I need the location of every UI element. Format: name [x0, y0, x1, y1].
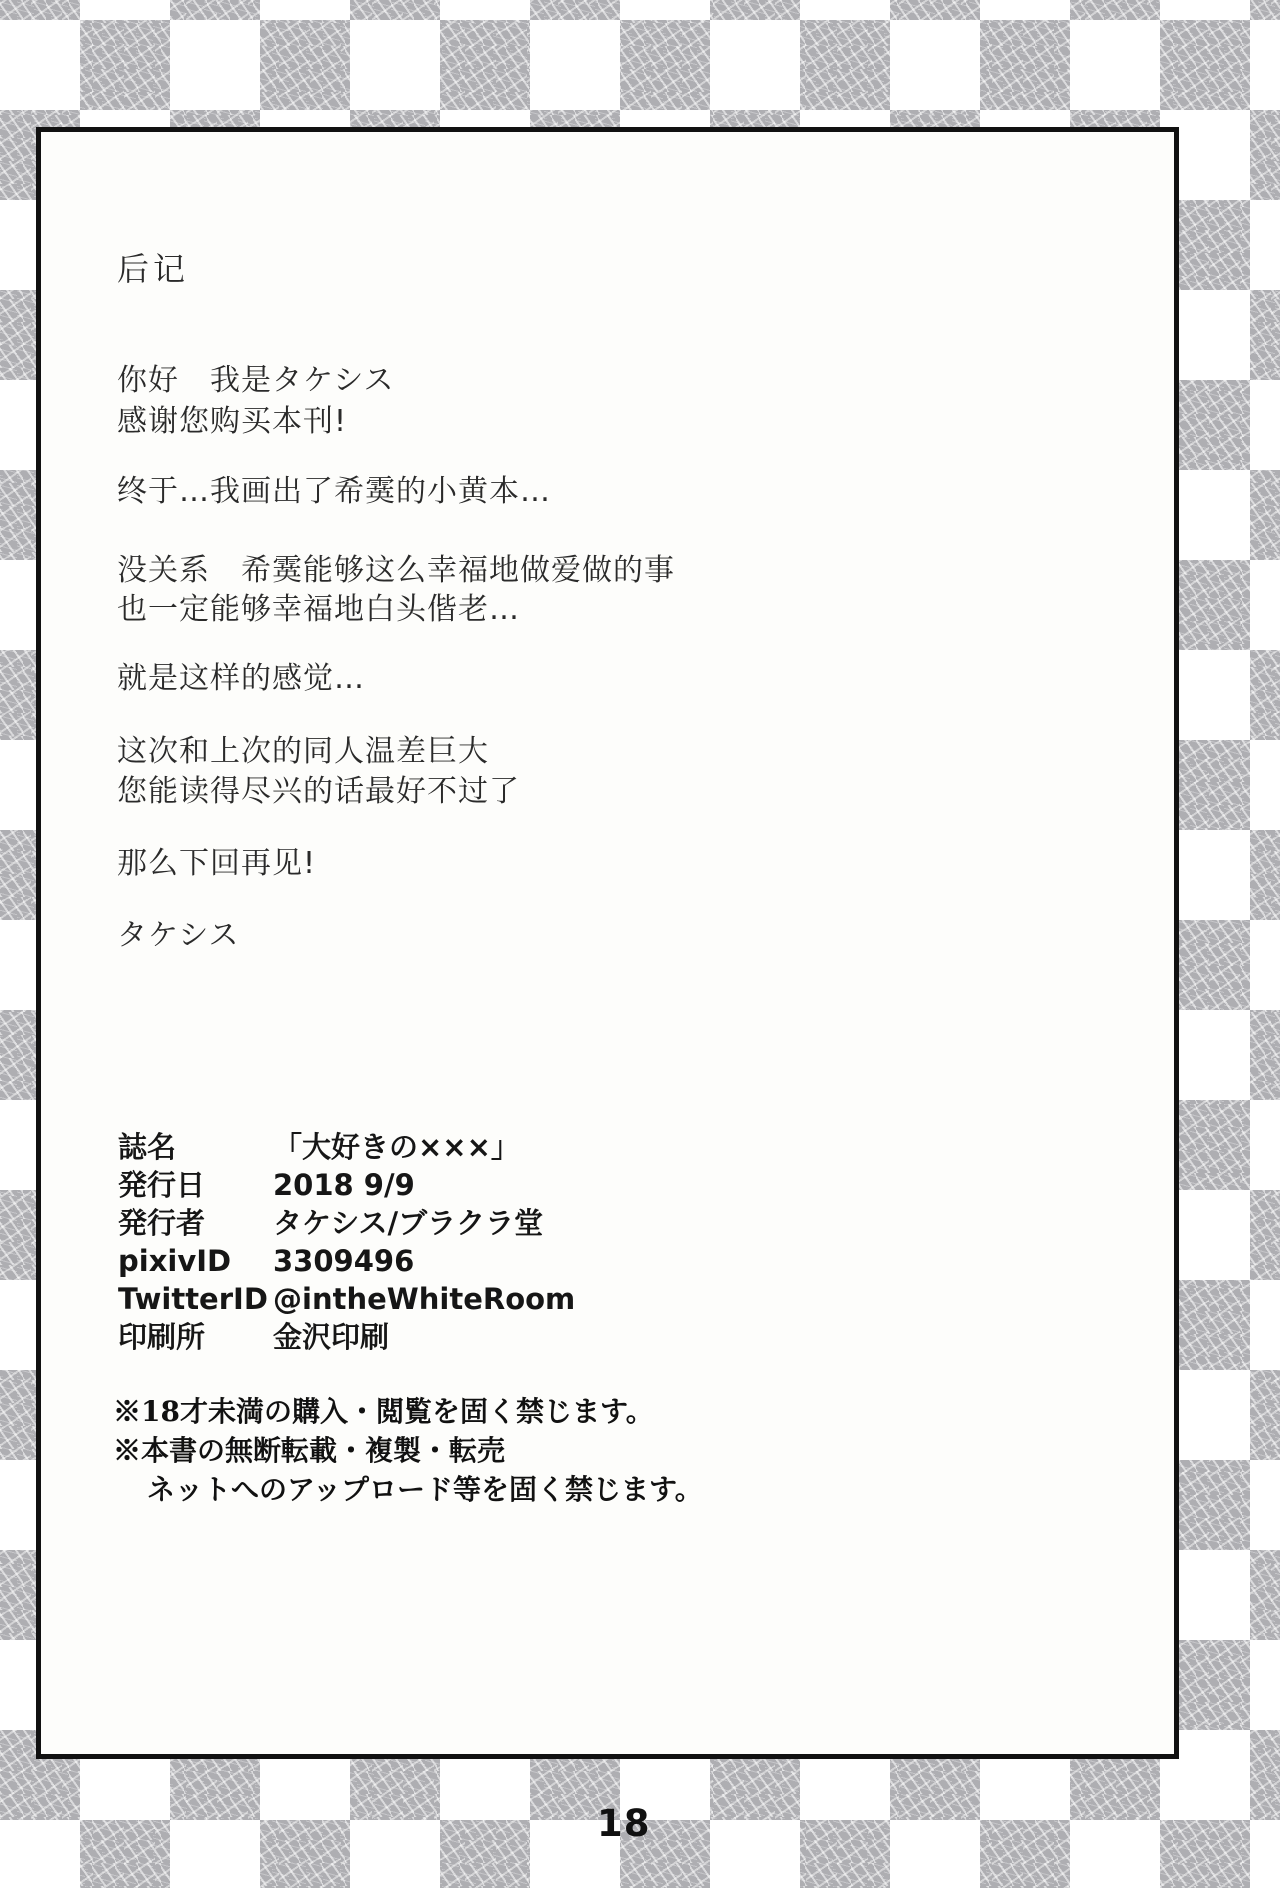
- notice-age-restriction: ※18才未満の購入・閲覧を固く禁じます。: [113, 1395, 654, 1428]
- colophon-value: 2018 9/9: [273, 1168, 415, 1202]
- colophon-row-pixiv-id: [118, 1242, 575, 1280]
- afterword-line: 没关系 希霙能够这么幸福地做爱做的事: [117, 553, 675, 588]
- afterword-line: 终于…我画出了希霙的小黄本…: [117, 474, 551, 509]
- afterword-line: 感谢您购买本刊!: [117, 404, 348, 439]
- afterword-line: 就是这样的感觉…: [117, 661, 365, 696]
- colophon-row-publish-date: [118, 1166, 575, 1204]
- afterword-line: 您能读得尽兴的话最好不过了: [117, 774, 520, 809]
- afterword-page: [36, 127, 1179, 1759]
- colophon: [118, 1128, 575, 1356]
- colophon-value: 金沢印刷: [273, 1320, 390, 1354]
- colophon-label: TwitterID: [118, 1282, 268, 1316]
- colophon-label: pixivID: [118, 1244, 232, 1278]
- colophon-label: 発行者: [118, 1206, 206, 1240]
- page-number: 18: [597, 1802, 651, 1845]
- colophon-row-twitter-id: [118, 1280, 575, 1318]
- notice-no-reproduction: ※本書の無断転載・複製・転売: [113, 1434, 506, 1467]
- colophon-value: タケシス/ブラクラ堂: [273, 1206, 544, 1240]
- notice-no-upload: ネットへのアップロード等を固く禁じます。: [147, 1473, 703, 1506]
- afterword-heading: 后记: [117, 250, 190, 288]
- colophon-label: 発行日: [118, 1168, 206, 1202]
- afterword-line: 也一定能够幸福地白头偕老…: [117, 592, 520, 627]
- colophon-value: 「大好きの×××」: [273, 1130, 520, 1164]
- colophon-label: 誌名: [118, 1130, 177, 1164]
- afterword-line: 这次和上次的同人温差巨大: [117, 734, 489, 769]
- legal-notices: [113, 1392, 703, 1509]
- colophon-row-publisher: [118, 1204, 575, 1242]
- afterword-line: 那么下回再见!: [117, 846, 317, 881]
- colophon-label: 印刷所: [118, 1320, 206, 1354]
- author-signature: タケシス: [117, 918, 240, 953]
- afterword-line: 你好 我是タケシス: [117, 363, 395, 398]
- colophon-row-printer: [118, 1318, 575, 1356]
- colophon-value: @intheWhiteRoom: [273, 1282, 576, 1316]
- colophon-value: 3309496: [273, 1244, 415, 1278]
- colophon-row-title: [118, 1128, 575, 1166]
